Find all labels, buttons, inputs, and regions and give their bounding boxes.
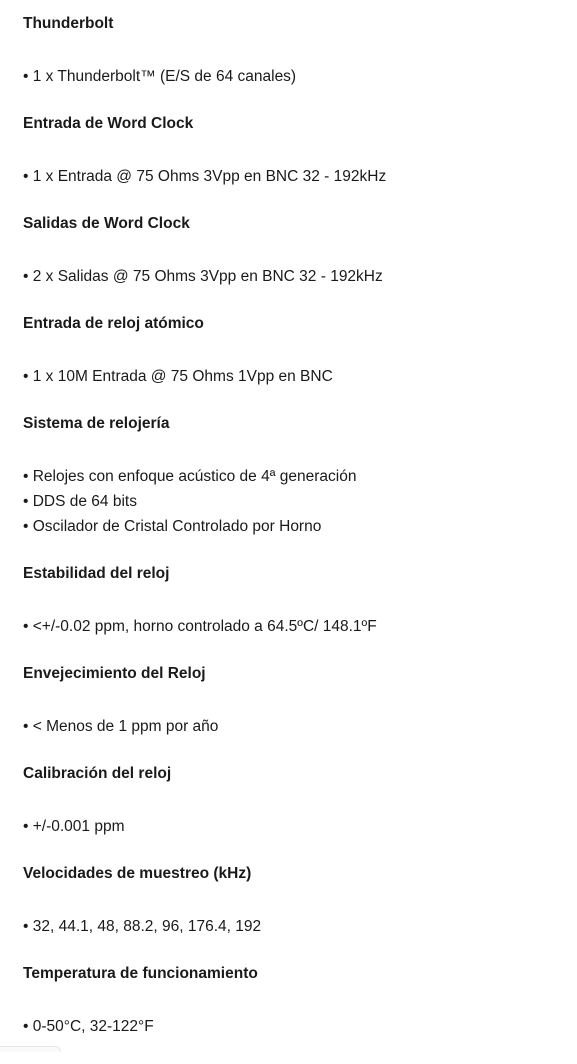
spec-heading: Calibración del reloj (23, 765, 172, 782)
spec-item: • Relojes con enfoque acústico de 4ª generación (23, 468, 357, 485)
spec-section-atomic-clock-input (23, 314, 563, 414)
spec-item: • 0-50°C, 32-122°F (23, 1018, 154, 1035)
spec-list (23, 14, 563, 1064)
spec-section-word-clock-input (23, 114, 563, 214)
spec-item: • 2 x Salidas @ 75 Ohms 3Vpp en BNC 32 - 192kHz (23, 268, 383, 285)
spec-item: • 32, 44.1, 48, 88.2, 96, 176.4, 192 (23, 918, 262, 935)
spec-item: • 1 x Thunderbolt™ (E/S de 64 canales) (23, 68, 297, 85)
spec-heading: Entrada de Word Clock (23, 115, 194, 132)
spec-items (23, 614, 377, 639)
spec-item: • DDS de 64 bits (23, 493, 137, 510)
spec-heading: Salidas de Word Clock (23, 215, 190, 232)
spec-item: • <+/-0.02 ppm, horno controlado a 64.5ºC/ 148.1ºF (23, 618, 377, 635)
bottom-edge-tab (0, 1046, 61, 1052)
spec-item: • Oscilador de Cristal Controlado por Horno (23, 518, 322, 535)
spec-items (23, 814, 125, 839)
spec-section-clock-aging (23, 664, 563, 764)
spec-items (23, 914, 261, 939)
spec-section-word-clock-outputs (23, 214, 563, 314)
spec-heading: Velocidades de muestreo (kHz) (23, 865, 252, 882)
spec-heading: Temperatura de funcionamiento (23, 965, 258, 982)
spec-items (23, 714, 218, 739)
spec-heading: Sistema de relojería (23, 415, 170, 432)
spec-section-clock-stability (23, 564, 563, 664)
spec-item: • 1 x 10M Entrada @ 75 Ohms 1Vpp en BNC (23, 368, 333, 385)
spec-item: • 1 x Entrada @ 75 Ohms 3Vpp en BNC 32 - 192kHz (23, 168, 387, 185)
spec-items (23, 164, 386, 189)
spec-section-sample-rates (23, 864, 563, 964)
spec-items (23, 1014, 154, 1039)
spec-items (23, 264, 383, 289)
spec-heading: Entrada de reloj atómico (23, 315, 204, 332)
spec-heading: Thunderbolt (23, 15, 114, 32)
spec-item: • +/-0.001 ppm (23, 818, 125, 835)
spec-items (23, 64, 296, 89)
spec-item: • < Menos de 1 ppm por año (23, 718, 219, 735)
spec-items (23, 364, 333, 389)
spec-heading: Estabilidad del reloj (23, 565, 170, 582)
spec-items (23, 464, 356, 539)
spec-section-thunderbolt (23, 14, 563, 114)
spec-section-operating-temperature (23, 964, 563, 1064)
spec-section-clock-calibration (23, 764, 563, 864)
spec-heading: Envejecimiento del Reloj (23, 665, 206, 682)
spec-section-clock-system (23, 414, 563, 564)
